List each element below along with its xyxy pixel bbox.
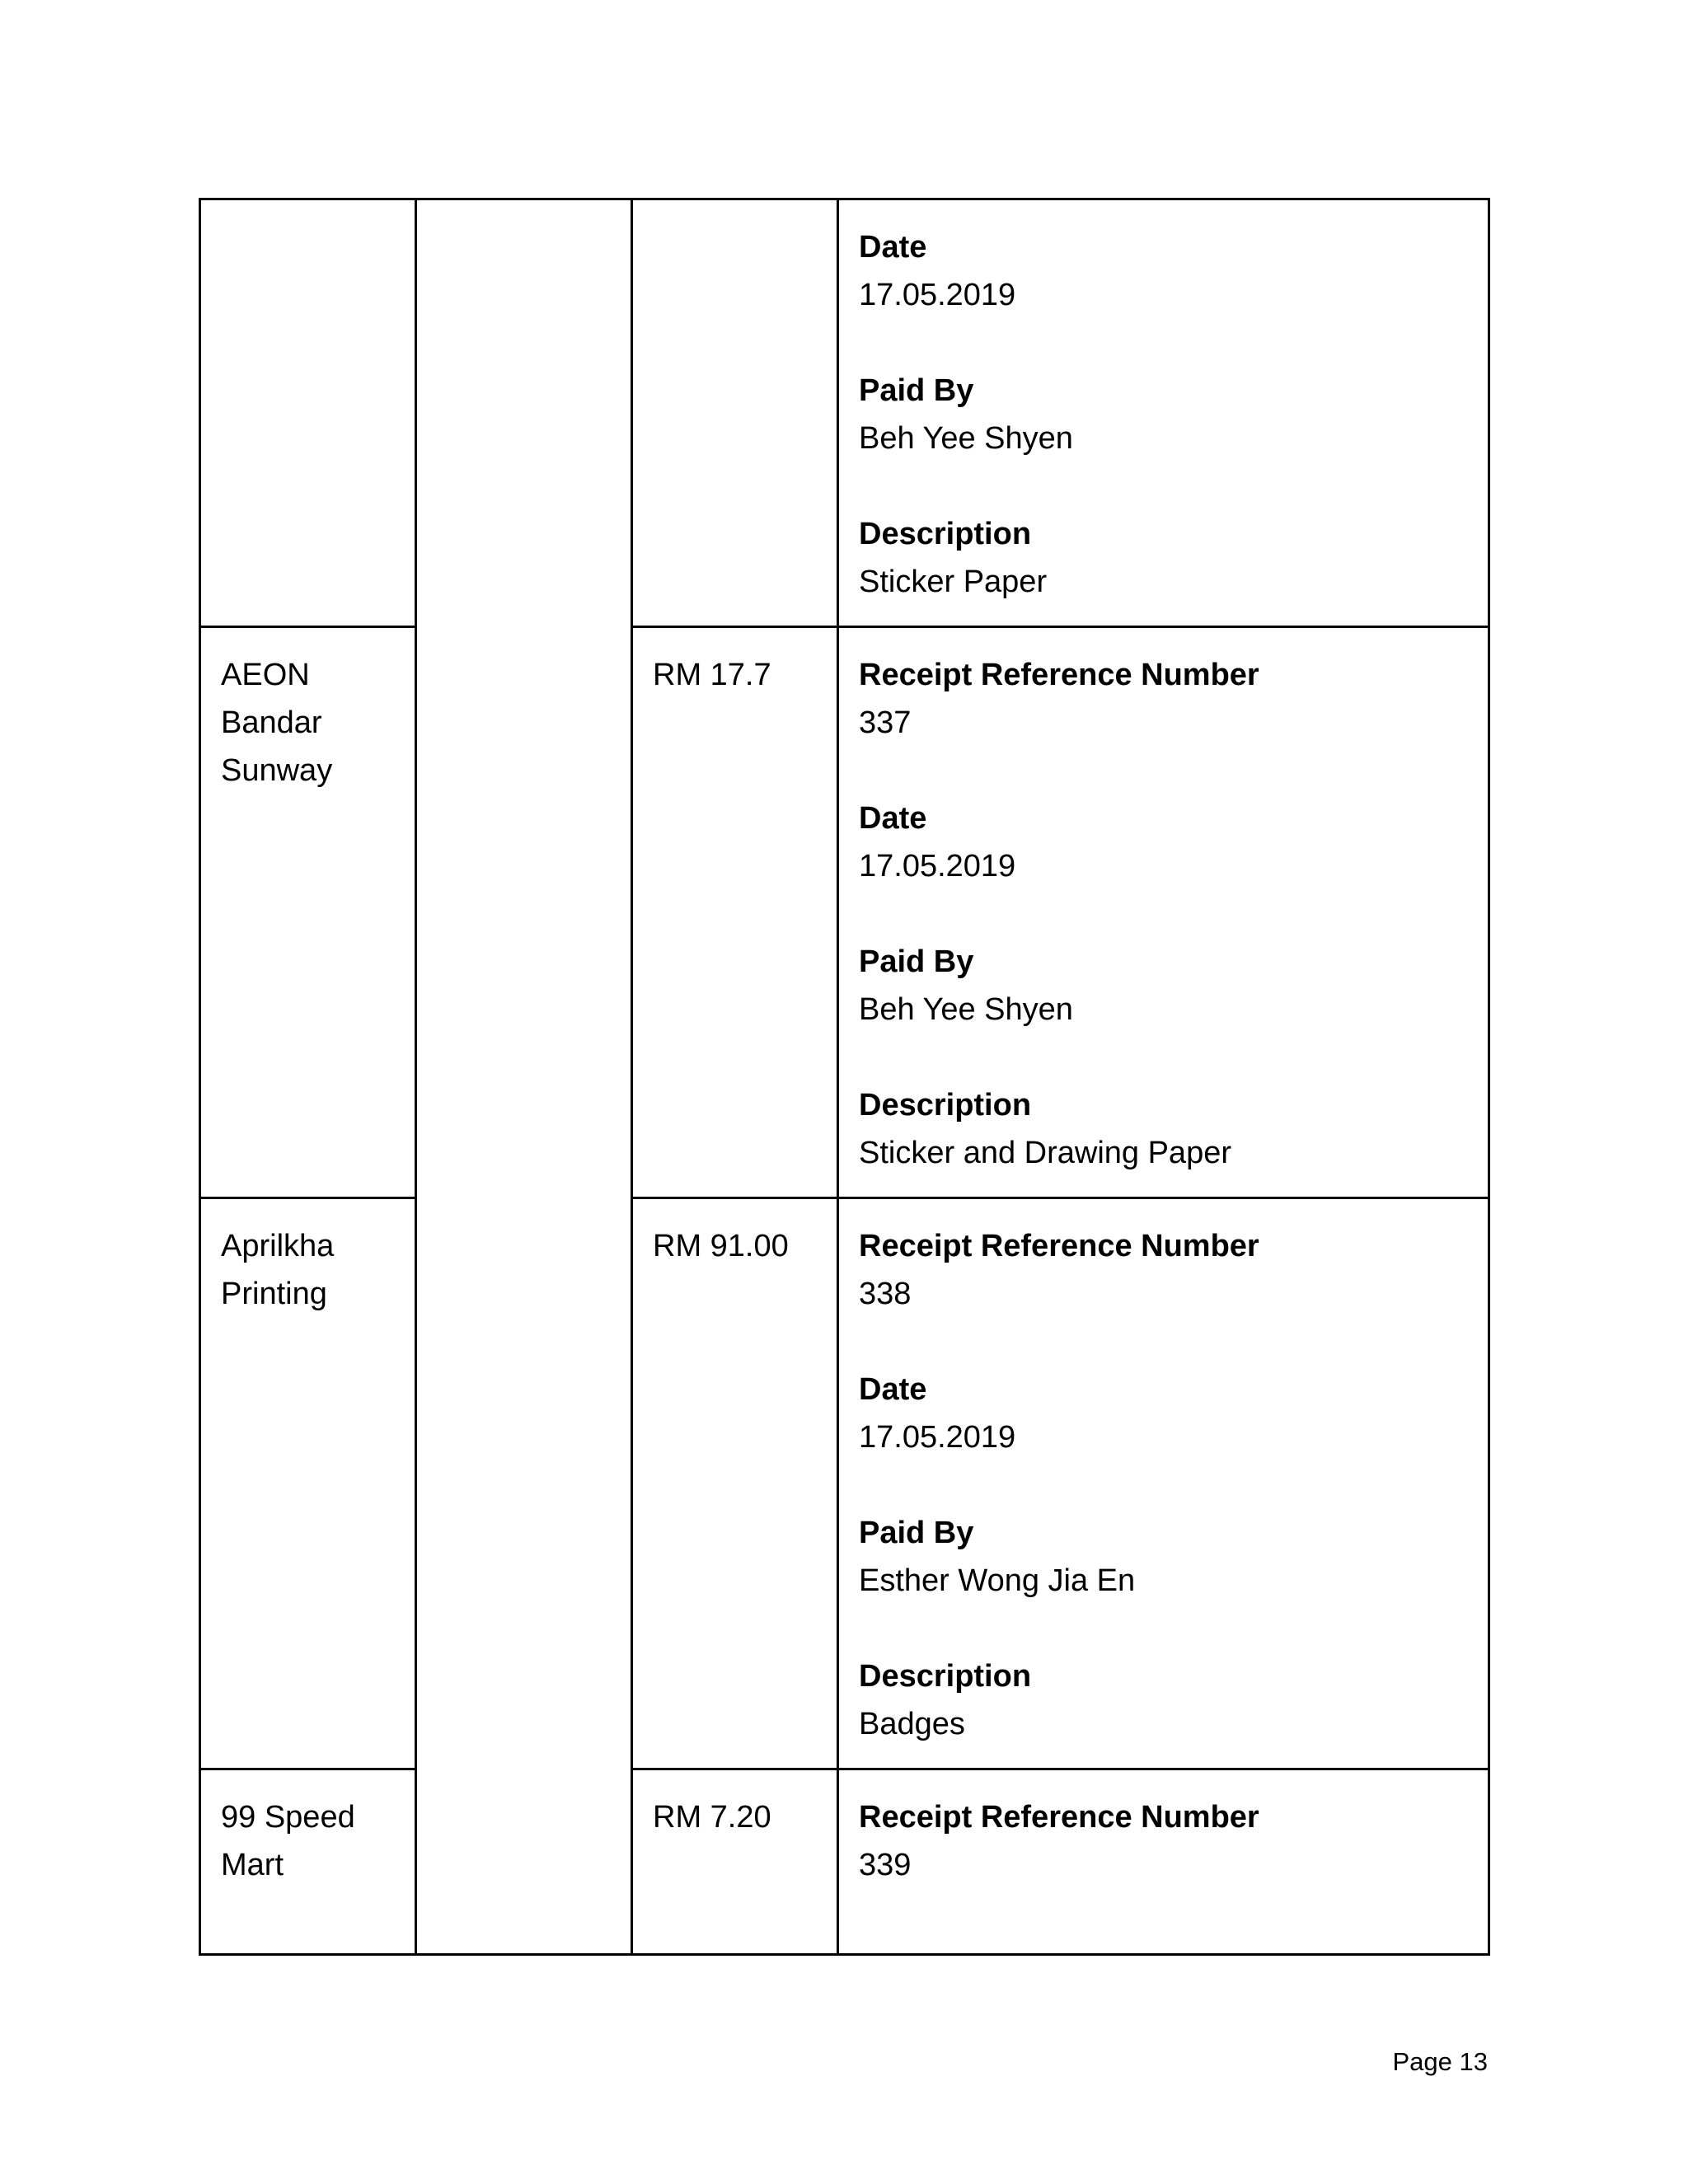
description-value: Sticker and Drawing Paper [859, 1136, 1231, 1170]
date-value: 17.05.2019 [859, 278, 1016, 312]
paid-by-label: Paid By [859, 373, 974, 408]
amount-cell: RM 17.7 [632, 627, 838, 1198]
table-row [200, 1769, 1489, 1955]
page-number: Page 13 [1392, 2047, 1488, 2076]
receipt-reference-label: Receipt Reference Number [859, 658, 1259, 692]
date-label: Date [859, 230, 927, 265]
expense-table [199, 198, 1490, 1956]
vendor-cell: 99 Speed Mart [200, 1769, 416, 1955]
paid-by-value: Beh Yee Shyen [859, 421, 1073, 456]
amount-cell: RM 7.20 [632, 1769, 838, 1955]
blank-column-cell [416, 199, 632, 1955]
vendor-cell [200, 199, 416, 627]
paid-by-label: Paid By [859, 1516, 974, 1550]
details-cell [838, 1769, 1489, 1955]
table-row [200, 199, 1489, 627]
paid-by-value: Esther Wong Jia En [859, 1563, 1136, 1598]
receipt-reference-label: Receipt Reference Number [859, 1800, 1259, 1835]
description-label: Description [859, 517, 1032, 551]
receipt-reference-value: 339 [859, 1848, 912, 1882]
vendor-cell: Aprilkha Printing [200, 1198, 416, 1769]
paid-by-value: Beh Yee Shyen [859, 992, 1073, 1027]
description-value: Sticker Paper [859, 565, 1048, 599]
date-label: Date [859, 1372, 927, 1407]
details-cell [838, 627, 1489, 1198]
description-label: Description [859, 1659, 1032, 1694]
vendor-cell: AEON Bandar Sunway [200, 627, 416, 1198]
amount-cell: RM 91.00 [632, 1198, 838, 1769]
description-label: Description [859, 1088, 1032, 1122]
details-cell [838, 1198, 1489, 1769]
amount-cell [632, 199, 838, 627]
receipt-reference-value: 338 [859, 1277, 912, 1311]
receipt-reference-label: Receipt Reference Number [859, 1229, 1259, 1263]
receipt-reference-value: 337 [859, 705, 912, 740]
paid-by-label: Paid By [859, 944, 974, 979]
description-value: Badges [859, 1707, 965, 1741]
table-row [200, 627, 1489, 1198]
date-value: 17.05.2019 [859, 849, 1016, 883]
date-value: 17.05.2019 [859, 1420, 1016, 1455]
table-row [200, 1198, 1489, 1769]
date-label: Date [859, 801, 927, 836]
details-cell [838, 199, 1489, 627]
